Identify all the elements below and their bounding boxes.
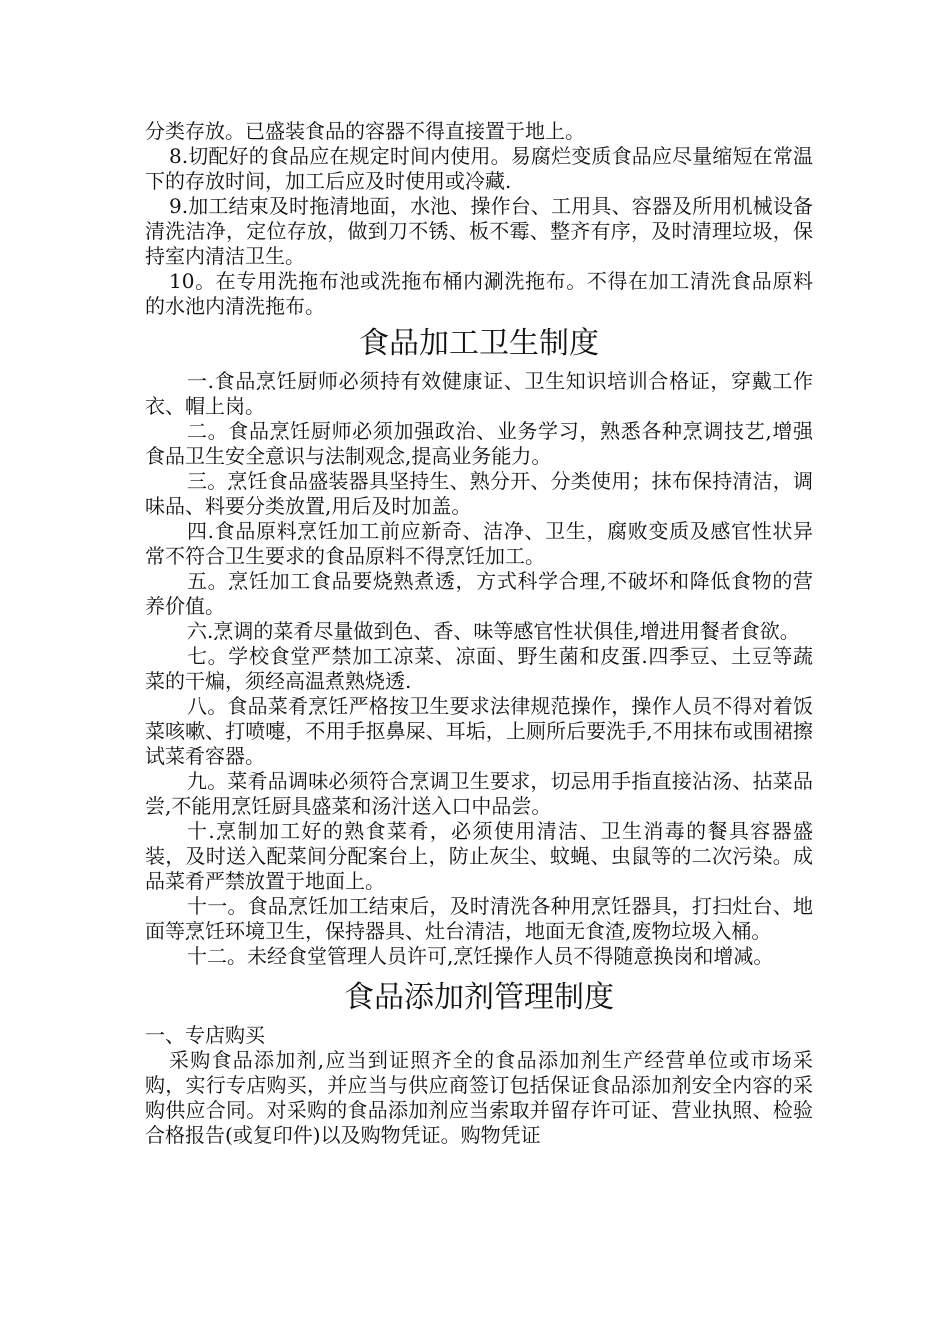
intro-paragraph-3: 9.加工结束及时拖清地面，水池、操作台、工用具、容器及所用机械设备清洗洁净，定位存放，做到刀不锈、板不霉、整齐有序，及时清理垃圾，保持室内清洁卫生。 — [145, 194, 813, 268]
intro-paragraph-4: 10。在专用洗拖布池或洗拖布桶内涮洗拖布。不得在加工清洗食品原料的水池内清洗拖布。 — [145, 269, 813, 318]
rule-item-10: 十.烹制加工好的熟食菜肴，必须使用清洁、卫生消毒的餐具容器盛装，及时送入配菜间分配案台上，防止灰尘、蚊蝇、虫鼠等的二次污染。成品菜肴严禁放置于地面上。 — [145, 819, 813, 893]
rule-item-2: 二。食品烹饪厨师必须加强政治、业务学习，熟悉各种烹调技艺,增强食品卫生安全意识与法制观念,提高业务能力。 — [145, 419, 813, 468]
rule-item-9: 九。菜肴品调味必须符合烹调卫生要求，切忌用手指直接沾汤、拈菜品尝,不能用烹饪厨具盛菜和汤汁送入口中品尝。 — [145, 769, 813, 818]
rule-item-5: 五。烹饪加工食品要烧熟煮透，方式科学合理,不破坏和降低食物的营养价值。 — [145, 569, 813, 618]
rule-item-11: 十一。食品烹饪加工结束后，及时清洗各种用烹饪器具，打扫灶台、地面等烹饪环境卫生，保持器具、灶台清洁，地面无食渣,废物垃圾入桶。 — [145, 894, 813, 943]
rule-item-12: 十二。未经食堂管理人员许可,烹饪操作人员不得随意换岗和增减。 — [187, 944, 774, 968]
additive-paragraph: 采购食品添加剂,应当到证照齐全的食品添加剂生产经营单位或市场采购，实行专店购买，并应当与供应商签订包括保证食品添加剂安全内容的采购供应合同。对采购的食品添加剂应当索取并留存许可证、营业执照、检验合格报告(或复印件)以及购物凭证。购物凭证 — [145, 1048, 813, 1147]
intro-paragraph-1: 分类存放。已盛装食品的容器不得直接置于地上。 — [145, 119, 585, 143]
section-title-food-processing: 食品加工卫生制度 — [359, 326, 599, 361]
rule-item-7: 七。学校食堂严禁加工凉菜、凉面、野生菌和皮蛋.四季豆、土豆等蔬菜的干煸，须经高温煮熟烧透. — [145, 644, 813, 693]
document-page — [145, 119, 813, 1148]
rule-item-4: 四.食品原料烹饪加工前应新奇、洁净、卫生，腐败变质及感官性状异常不符合卫生要求的食品原料不得烹饪加工。 — [145, 519, 813, 568]
section-title-food-additives: 食品添加剂管理制度 — [344, 980, 614, 1015]
rule-item-6: 六.烹调的菜肴尽量做到色、香、味等感官性状俱佳,增进用餐者食欲。 — [187, 619, 800, 643]
intro-paragraph-2: 8.切配好的食品应在规定时间内使用。易腐烂变质食品应尽量缩短在常温下的存放时间，加工后应及时使用或冷藏. — [145, 144, 813, 193]
rule-item-1: 一.食品烹饪厨师必须持有效健康证、卫生知识培训合格证，穿戴工作衣、帽上岗。 — [145, 369, 813, 418]
section-subheading: 一、专店购买 — [145, 1023, 265, 1047]
rule-item-3: 三。烹饪食品盛装器具坚持生、熟分开、分类使用；抹布保持清洁，调味品、料要分类放置,用后及时加盖。 — [145, 469, 813, 518]
rule-item-8: 八。食品菜肴烹饪严格按卫生要求法律规范操作，操作人员不得对着饭菜咳嗽、打喷嚏，不用手抠鼻屎、耳垢，上厕所后要洗手,不用抹布或围裙擦试菜肴容器。 — [145, 694, 813, 768]
